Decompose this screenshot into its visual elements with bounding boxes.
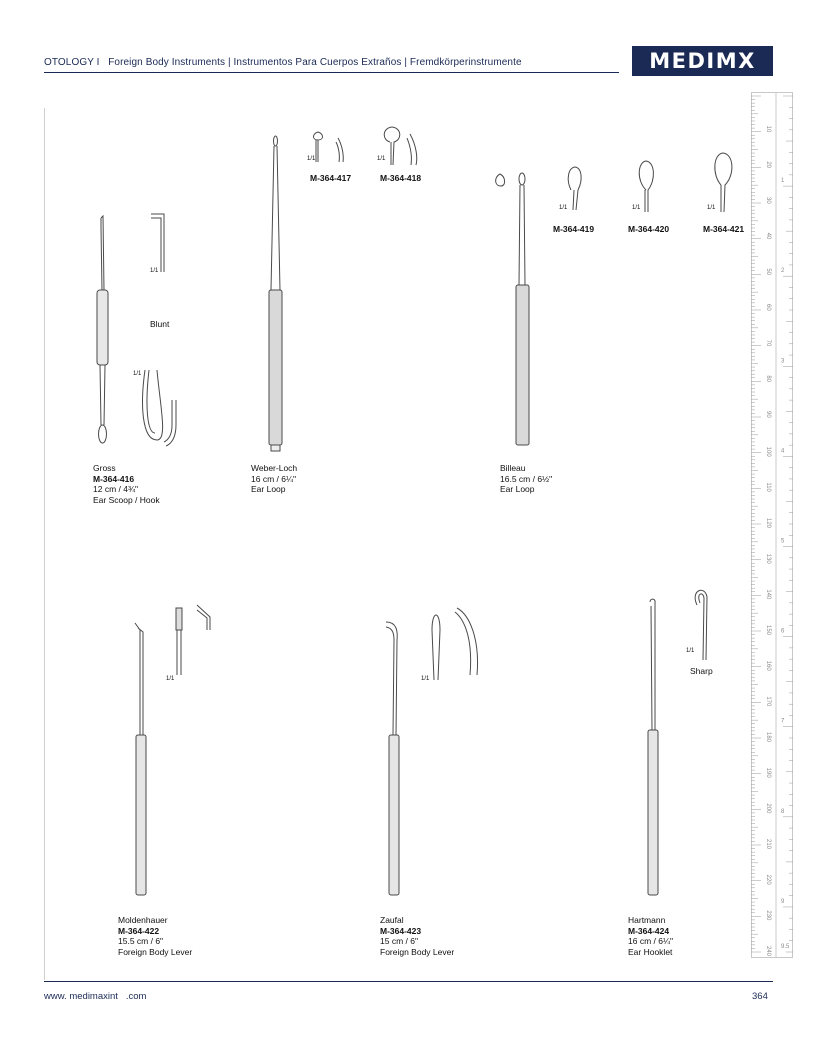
product-size: 15 cm / 6" — [380, 936, 418, 946]
product-desc: Ear Loop — [251, 484, 286, 494]
ruler-cm-label: 80 — [765, 375, 771, 383]
ruler-cm-label: 30 — [765, 197, 771, 204]
scale-label-zaufal: 1/1 — [421, 676, 430, 682]
weber-loop-side-b — [407, 134, 417, 165]
zaufal-tip-detail — [432, 615, 440, 680]
product-name: Gross — [93, 463, 116, 473]
ruler-cm-label: 170 — [765, 696, 771, 707]
code-label-weber-a: M-364-417 — [310, 173, 352, 183]
billeau-loop-a — [568, 167, 581, 210]
caption-zaufal — [380, 915, 454, 957]
product-desc: Ear Hooklet — [628, 946, 673, 957]
weber-loop-detail-b — [384, 127, 400, 165]
ruler-cm-label: 220 — [765, 874, 771, 885]
gross-scoop-detail — [143, 370, 163, 440]
product-desc: Foreign Body Lever — [118, 946, 193, 957]
moldenhauer-instrument-drawing — [135, 623, 146, 895]
ruler-inch-label: 3 — [781, 358, 785, 365]
zaufal-side-detail — [455, 608, 478, 675]
code-label-billeau-b: M-364-420 — [628, 224, 670, 234]
ruler-inch-label: 2 — [781, 268, 785, 275]
ruler-cm-label: 110 — [765, 482, 771, 492]
product-desc: Ear Loop — [500, 484, 535, 494]
footer-website-link[interactable]: www. medimaxint .com — [44, 991, 147, 1002]
product-code: M-364-422 — [118, 925, 160, 936]
moldenhauer-side-detail — [197, 605, 210, 630]
scale-label-hartmann: 1/1 — [686, 648, 695, 654]
gross-hook-detail — [151, 214, 164, 272]
hartmann-instrument-drawing — [648, 599, 658, 895]
billeau-small-loop — [496, 174, 505, 186]
header-section: OTOLOGY I — [44, 57, 100, 68]
zaufal-instrument-drawing — [386, 622, 399, 895]
ruler-cm-label: 60 — [765, 304, 771, 311]
ruler-cm-label: 130 — [765, 553, 771, 564]
ruler-cm-label: 40 — [765, 232, 771, 240]
code-label-billeau-a: M-364-419 — [553, 224, 595, 234]
scale-label-billeau-b: 1/1 — [632, 205, 641, 211]
product-size: 15.5 cm / 6" — [118, 936, 164, 946]
scale-label-moldenhauer: 1/1 — [166, 676, 175, 682]
ruler-cm-label: 140 — [765, 589, 771, 600]
product-desc: Foreign Body Lever — [380, 946, 455, 957]
scale-label-gross-hook: 1/1 — [150, 268, 159, 274]
ruler-inch-label: 4 — [781, 448, 785, 455]
ruler-inch-label: 1 — [781, 178, 785, 185]
ruler-cm-label: 240 — [765, 946, 771, 957]
product-name: Hartmann — [628, 915, 666, 925]
ruler-cm-label: 50 — [765, 268, 771, 276]
ruler-cm-label: 230 — [765, 910, 771, 921]
caption-billeau — [500, 463, 552, 495]
product-name: Zaufal — [380, 915, 404, 925]
ruler-cm-label: 160 — [765, 660, 771, 671]
ruler-cm-label: 200 — [765, 803, 771, 814]
ruler-inch-label: 5 — [781, 538, 785, 545]
blunt-label: Blunt — [150, 319, 170, 329]
ruler-inch-label: 7 — [781, 718, 785, 725]
gross-scoop-side — [164, 400, 172, 442]
brand-logo[interactable]: MEDIMX — [632, 46, 773, 76]
billeau-instrument-drawing — [516, 173, 529, 445]
ruler-inch-label: 9 — [781, 898, 785, 905]
product-code: M-364-424 — [628, 925, 670, 936]
sharp-label: Sharp — [690, 666, 713, 676]
hartmann-hook-detail — [695, 590, 707, 660]
product-desc: Ear Scoop / Hook — [93, 494, 160, 505]
scale-label-weber-a: 1/1 — [307, 156, 316, 162]
product-name: Moldenhauer — [118, 915, 168, 925]
caption-hartmann — [628, 915, 673, 957]
product-name: Billeau — [500, 463, 526, 473]
ruler-cm-label: 120 — [765, 518, 771, 529]
product-size: 16 cm / 6¼" — [628, 936, 674, 946]
ruler-cm-label: 150 — [765, 625, 771, 636]
scale-label-billeau-a: 1/1 — [559, 205, 568, 211]
ruler-cm-label: 210 — [765, 839, 771, 850]
ruler-inch-label: 6 — [781, 628, 785, 635]
product-size: 16.5 cm / 6½" — [500, 473, 553, 484]
product-size: 12 cm / 4¾" — [93, 484, 139, 494]
ruler-cm-label: 100 — [765, 446, 771, 457]
scale-label-billeau-c: 1/1 — [707, 205, 716, 211]
measuring-ruler — [751, 92, 793, 958]
code-label-weber-b: M-364-418 — [380, 173, 422, 183]
caption-moldenhauer — [118, 915, 192, 957]
weber-loch-instrument-drawing — [269, 136, 282, 451]
scale-label-gross-scoop: 1/1 — [133, 371, 142, 377]
caption-weber-loch — [251, 463, 297, 495]
page-number: 364 — [752, 991, 768, 1002]
ruler-inch-label: 8 — [781, 808, 785, 815]
gross-instrument-drawing — [97, 216, 108, 443]
caption-gross — [93, 463, 160, 505]
ruler-cm-label: 90 — [765, 411, 771, 418]
ruler-cm-label: 20 — [765, 161, 771, 169]
billeau-loop-b — [639, 161, 653, 212]
ruler-inch-label: 9.5 — [781, 944, 790, 950]
product-code: M-364-423 — [380, 925, 422, 936]
code-label-billeau-c: M-364-421 — [703, 224, 745, 234]
ruler-cm-label: 180 — [765, 732, 771, 743]
product-name: Weber-Loch — [251, 463, 298, 473]
ruler-cm-label: 70 — [765, 339, 771, 347]
product-size: 16 cm / 6¼" — [251, 473, 297, 484]
footer-divider — [44, 981, 773, 982]
billeau-loop-c — [715, 153, 732, 212]
moldenhauer-tip-detail — [176, 608, 182, 630]
weber-loop-side-a — [336, 138, 343, 162]
header-subtitle: Foreign Body Instruments | Instrumentos Para Cuerpos Extraños | Fremdkörperinstrumente — [108, 57, 522, 68]
ruler-cm-label: 190 — [765, 767, 771, 778]
ruler-cm-label: 10 — [765, 125, 771, 133]
product-code: M-364-416 — [93, 473, 135, 484]
scale-label-weber-b: 1/1 — [377, 156, 386, 162]
